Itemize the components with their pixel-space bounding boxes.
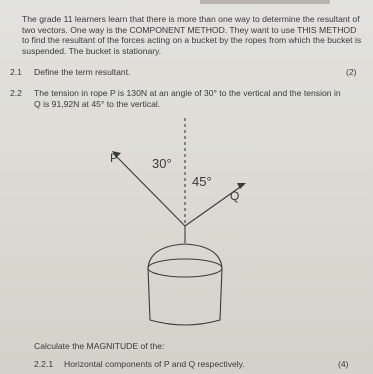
calculate-prompt: Calculate the MAGNITUDE of the: [34,341,165,351]
bucket-handle [148,244,222,268]
question-2-2-1-marks: (4) [338,359,349,369]
question-2-2-number: 2.2 [10,88,22,98]
label-p: P [110,151,119,165]
question-2-2-1-number: 2.2.1 [34,359,54,369]
question-2-1-number: 2.1 [10,67,22,77]
intro-paragraph: The grade 11 learners learn that there is more than one way to determine the resultant of two vectors. One way is the COMPONENT METHOD. They want to use THIS METHOD to find the resultant of the forces acting on a bucket by the ropes from which the bucket is suspended. The bucket is stationary. [22,14,362,56]
bucket-rim [148,259,222,277]
question-2-1-marks: (2) [346,67,357,77]
label-q: Q [230,189,240,203]
question-2-2-1-text: Horizontal components of P and Q respectively. [64,359,245,369]
rope-p [114,154,185,226]
question-2-1-text: Define the term resultant. [34,67,131,77]
question-2-2-text: The tension in rope P is 130N at an angle of 30° to the vertical and the tension in Q is 91,92N at 45° to the vertical. [34,88,341,109]
angle-p-label: 30° [152,156,172,171]
angle-q-label: 45° [192,174,212,189]
